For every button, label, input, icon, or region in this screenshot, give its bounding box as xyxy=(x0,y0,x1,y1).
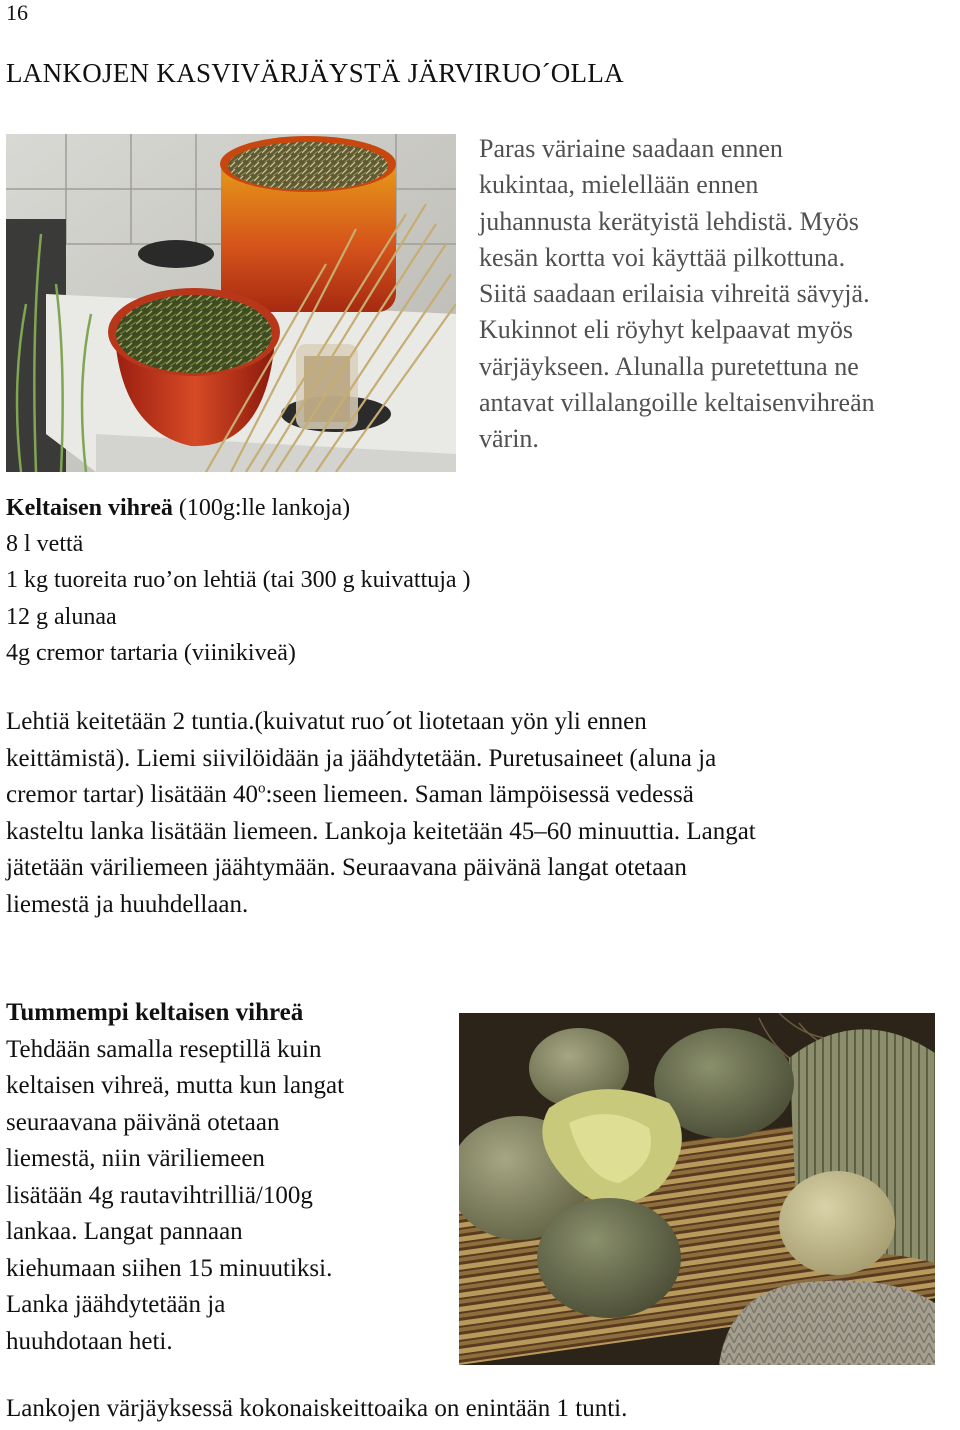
dark-recipe-line: seuraavana päivänä otetaan xyxy=(6,1108,280,1136)
dark-recipe-line: lankaa. Langat pannaan xyxy=(6,1218,243,1245)
ingredient-item: 8 l vettä xyxy=(6,531,84,558)
recipe-tummempi xyxy=(6,995,446,1360)
page-number: 16 xyxy=(6,0,28,25)
intro-line: Paras väriaine saadaan ennen xyxy=(479,134,783,163)
instructions-text: cremor tartar) lisätään 40 xyxy=(6,781,258,808)
dark-recipe-line: liemestä, niin väriliemeen xyxy=(6,1145,265,1172)
instructions-line: Lehtiä keitetään 2 tuntia.(kuivatut ruo´ot liotetaan yön yli ennen xyxy=(6,708,647,735)
degree-superscript: o xyxy=(257,780,266,797)
dark-recipe-line: keltaisen vihreä, mutta kun langat xyxy=(6,1072,345,1099)
instructions-line: keittämistä). Liemi siivilöidään ja jäähdytetään. Puretusaineet (aluna ja xyxy=(6,744,717,772)
instructions-line: kasteltu lanka lisätään liemeen. Lankoja keitetään 45–60 minuuttia. Langat xyxy=(6,817,756,845)
ingredient-item: 4g cremor tartaria (viinikiveä) xyxy=(6,639,296,666)
recipe-heading xyxy=(6,490,471,526)
dark-recipe-line: Lanka jäähdytetään ja xyxy=(6,1291,226,1318)
dark-recipe-heading-text: Tummempi keltaisen vihreä xyxy=(6,999,304,1026)
dark-recipe-line: huuhdotaan heti. xyxy=(6,1327,173,1355)
intro-line: Kukinnot eli röyhyt kelpaavat myös xyxy=(479,315,854,345)
dark-recipe-heading xyxy=(6,995,446,1032)
intro-line: Siitä saadaan erilaisia vihreitä sävyjä. xyxy=(479,279,870,309)
recipe-heading-bold: Keltaisen vihreä xyxy=(6,495,173,521)
instructions-line xyxy=(6,777,956,814)
intro-line: kesän kortta voi käyttää pilkottuna. xyxy=(479,242,846,272)
recipe-keltaisen-vihrea xyxy=(6,490,471,671)
ingredient-item: 12 g alunaa xyxy=(6,603,117,630)
intro-line: juhannusta kerätyistä lehdistä. Myös xyxy=(479,206,859,236)
dark-recipe-line: kiehumaan siihen 15 minuutiksi. xyxy=(6,1254,333,1282)
recipe-heading-rest: (100g:lle lankoja) xyxy=(172,495,351,521)
ingredient-item: 1 kg tuoreita ruo’on lehtiä (tai 300 g kuivattuja ) xyxy=(6,567,471,594)
instructions-paragraph xyxy=(6,704,956,923)
intro-line: antavat villalangoille keltaisenvihreän xyxy=(479,388,875,418)
instructions-line: liemestä ja huuhdellaan. xyxy=(6,890,249,918)
page-title: LANKOJEN KASVIVÄRJÄYSTÄ JÄRVIRUO´OLLA xyxy=(6,58,624,88)
intro-line: kukintaa, mielellään ennen xyxy=(479,170,759,200)
instructions-line: jätetään väriliemeen jäähtymään. Seuraavana päivänä langat otetaan xyxy=(6,854,687,881)
reed-dye-pots-photo xyxy=(6,134,456,472)
dark-recipe-line: lisätään 4g rautavihtrilliä/100g xyxy=(6,1181,313,1209)
footer-note: Lankojen värjäyksessä kokonaiskeittoaika on enintään 1 tunti. xyxy=(6,1395,628,1422)
intro-line: värjäykseen. Alunalla puretettuna ne xyxy=(479,351,859,381)
intro-paragraph xyxy=(479,131,959,458)
instructions-text: :seen liemeen. Saman lämpöisessä vedessä xyxy=(265,781,694,808)
dyed-yarn-photo xyxy=(459,1013,935,1365)
dark-recipe-line: Tehdään samalla reseptillä kuin xyxy=(6,1035,322,1063)
intro-line: värin. xyxy=(479,424,539,454)
